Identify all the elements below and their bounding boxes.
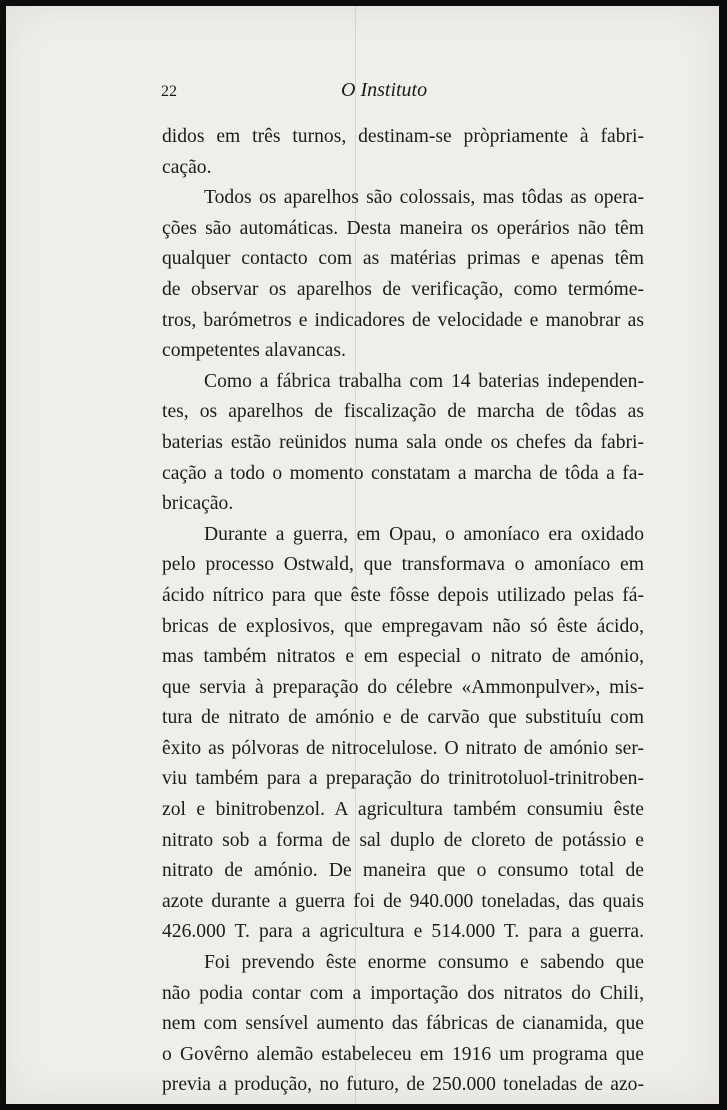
running-title: O Instituto bbox=[341, 79, 428, 101]
text-line: o Govêrno alemão estabeleceu em 1916 um programa que bbox=[162, 1043, 644, 1065]
text-line: cação. bbox=[162, 156, 212, 178]
text-line: didos em três turnos, destinam-se pròpriamente à fabri- bbox=[162, 126, 644, 147]
text-line: nitrato de amónio. De maneira que o consumo total de bbox=[162, 860, 644, 882]
text-line: qualquer contacto com as matérias primas e apenas têm bbox=[162, 248, 644, 270]
paragraph-4 bbox=[162, 520, 644, 948]
text-line: zol e binitrobenzol. A agricultura também consumiu êste bbox=[162, 799, 644, 821]
text-line: ções são automáticas. Desta maneira os operários não têm bbox=[162, 217, 644, 239]
text-line: tura de nitrato de amónio e de carvão que substituíu com bbox=[162, 707, 644, 729]
body-text bbox=[162, 122, 644, 1101]
paragraph-2 bbox=[162, 183, 644, 367]
text-line: bricas de explosivos, que empregavam não só êste ácido, bbox=[162, 615, 644, 637]
text-line: mas também nitratos e em especial o nitrato de amónio, bbox=[162, 646, 644, 668]
text-line: Durante a guerra, em Opau, o amoníaco era oxidado bbox=[204, 523, 644, 545]
text-line: viu também para a preparação do trinitrotoluol-trinitroben- bbox=[162, 768, 644, 790]
text-line: azote durante a guerra foi de 940.000 toneladas, das quais bbox=[162, 890, 644, 912]
book-page bbox=[6, 6, 719, 1104]
text-line: Todos os aparelhos são colossais, mas tôdas as opera- bbox=[204, 187, 644, 209]
text-line: de observar os aparelhos de verificação, como termóme- bbox=[162, 278, 644, 300]
text-line: Como a fábrica trabalha com 14 baterias independen- bbox=[204, 370, 644, 392]
text-line: nitrato sob a forma de sal duplo de cloreto de potássio e bbox=[162, 829, 644, 851]
text-line: que servia à preparação do célebre «Ammonpulver», mis- bbox=[162, 676, 644, 698]
text-line: tros, barómetros e indicadores de velocidade e manobrar as bbox=[162, 309, 644, 331]
text-line: tes, os aparelhos de fiscalização de marcha de tôdas as bbox=[162, 401, 644, 423]
text-line: Foi prevendo êste enorme consumo e sabendo que bbox=[204, 952, 644, 974]
text-line: cação a todo o momento constatam a marcha de tôda a fa- bbox=[162, 462, 644, 484]
paragraph-3 bbox=[162, 367, 644, 520]
page-number: 22 bbox=[161, 83, 177, 100]
paragraph-5 bbox=[162, 948, 644, 1101]
paragraph-1 bbox=[162, 122, 644, 183]
text-line: não podia contar com a importação dos nitratos do Chili, bbox=[162, 982, 644, 1004]
text-line: baterias estão reünidos numa sala onde os chefes da fabri- bbox=[162, 431, 644, 453]
text-line: nem com sensível aumento das fábricas de cianamida, que bbox=[162, 1013, 644, 1035]
page-header bbox=[161, 79, 486, 107]
text-line: 426.000 T. para a agricultura e 514.000 T. para a guerra. bbox=[162, 921, 644, 943]
text-line: previa a produção, no futuro, de 250.000 toneladas de azo- bbox=[162, 1074, 644, 1096]
text-line: bricação. bbox=[162, 493, 234, 515]
text-line: competentes alavancas. bbox=[162, 340, 346, 362]
text-line: pelo processo Ostwald, que transformava o amoníaco em bbox=[162, 554, 644, 576]
text-line: êxito as pólvoras de nitrocelulose. O nitrato de amónio ser- bbox=[162, 737, 644, 759]
text-line: ácido nítrico para que êste fôsse depois utilizado pelas fá- bbox=[162, 584, 644, 606]
